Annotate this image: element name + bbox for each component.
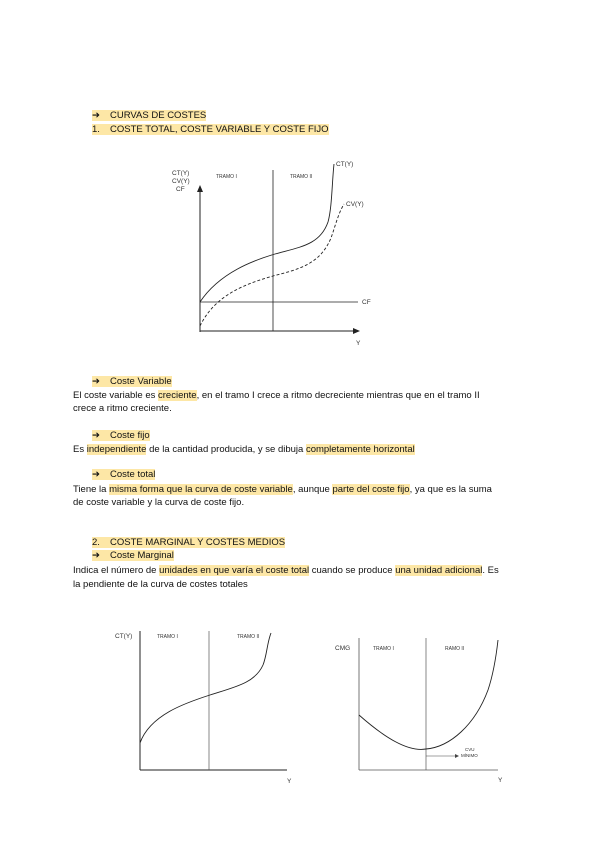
section1-title: COSTE TOTAL, COSTE VARIABLE Y COSTE FIJO (110, 124, 329, 135)
fig3-min-label1: CVU (465, 747, 475, 752)
section1-number: 1. (92, 124, 100, 135)
fig2-xlabel: Y (287, 778, 292, 785)
fig2-tramo2-label: TRAMO II (237, 634, 260, 640)
coste-marginal-title: Coste Marginal (110, 550, 174, 561)
arrow-icon: ➔ (92, 469, 100, 480)
fig2-ct-curve (140, 633, 271, 743)
fig1-x-arrow (353, 328, 360, 334)
fig3-ylabel: CMG (335, 645, 351, 652)
fig1-ylabel-ct: CT(Y) (172, 170, 190, 177)
section2-title: COSTE MARGINAL Y COSTES MEDIOS (110, 537, 286, 548)
fig3-tramo1-label: TRAMO I (373, 646, 394, 652)
fig1-tramo1-label: TRAMO I (216, 174, 237, 180)
coste-total-title: Coste total (110, 469, 156, 480)
fig3-min-label2: MÍNIMO (461, 753, 478, 758)
arrow-icon: ➔ (92, 376, 100, 387)
coste-fijo-text: Es independiente de la cantidad producida, y se dibuja completamente horizontal (73, 444, 415, 455)
coste-total-text-line1: Tiene la misma forma que la curva de coste variable, aunque parte del coste fijo, ya que es la suma (73, 484, 492, 495)
coste-marginal-text-line2: la pendiente de la curva de costes totales (73, 579, 248, 590)
main-heading-text: CURVAS DE COSTES (110, 110, 207, 121)
arrow-icon: ➔ (92, 430, 100, 441)
fig3-cmg-curve (359, 640, 498, 749)
total-cost-figure (115, 625, 305, 785)
coste-total-heading (92, 469, 155, 481)
fig1-tramo2-label: TRAMO II (290, 174, 313, 180)
fig1-ct-label: CT(Y) (336, 161, 354, 168)
coste-fijo-heading (92, 430, 150, 442)
main-heading (92, 110, 206, 122)
fig2-ylabel: CT(Y) (115, 633, 133, 640)
fig3-xlabel: Y (498, 777, 503, 784)
fig1-ct-curve (200, 164, 334, 302)
coste-total-text-line2: de coste variable y la curva de coste fijo. (73, 497, 245, 508)
coste-fijo-title: Coste fijo (110, 430, 150, 441)
fig3-tramo2-label: RAMO II (445, 646, 465, 652)
fig3-min-pointer-arrow (455, 754, 459, 758)
coste-marginal-heading (92, 550, 174, 562)
coste-variable-heading (92, 376, 172, 388)
coste-marginal-text-line1: Indica el número de unidades en que varía el coste total cuando se produce una unidad adicional. Es (73, 565, 499, 576)
coste-variable-title: Coste Variable (110, 376, 172, 387)
marginal-cost-figure (330, 630, 520, 790)
cost-curves-figure (160, 150, 390, 350)
section1-heading (92, 124, 329, 136)
section2-number: 2. (92, 537, 100, 548)
coste-variable-text-line2: crece a ritmo creciente. (73, 403, 172, 414)
fig1-cv-label: CV(Y) (346, 201, 364, 208)
arrow-icon: ➔ (92, 550, 100, 561)
fig1-xlabel: Y (356, 340, 361, 347)
arrow-icon: ➔ (92, 110, 100, 121)
section2-heading (92, 537, 285, 549)
fig1-cv-curve (200, 204, 344, 326)
fig2-tramo1-label: TRAMO I (157, 634, 178, 640)
fig1-ylabel-cf: CF (176, 186, 185, 193)
fig1-y-arrow (197, 185, 203, 192)
coste-variable-text-line1: El coste variable es creciente, en el tramo I crece a ritmo decreciente mientras que en el tramo II (73, 390, 480, 401)
fig1-cf-label: CF (362, 299, 371, 306)
fig1-ylabel-cv: CV(Y) (172, 178, 190, 185)
